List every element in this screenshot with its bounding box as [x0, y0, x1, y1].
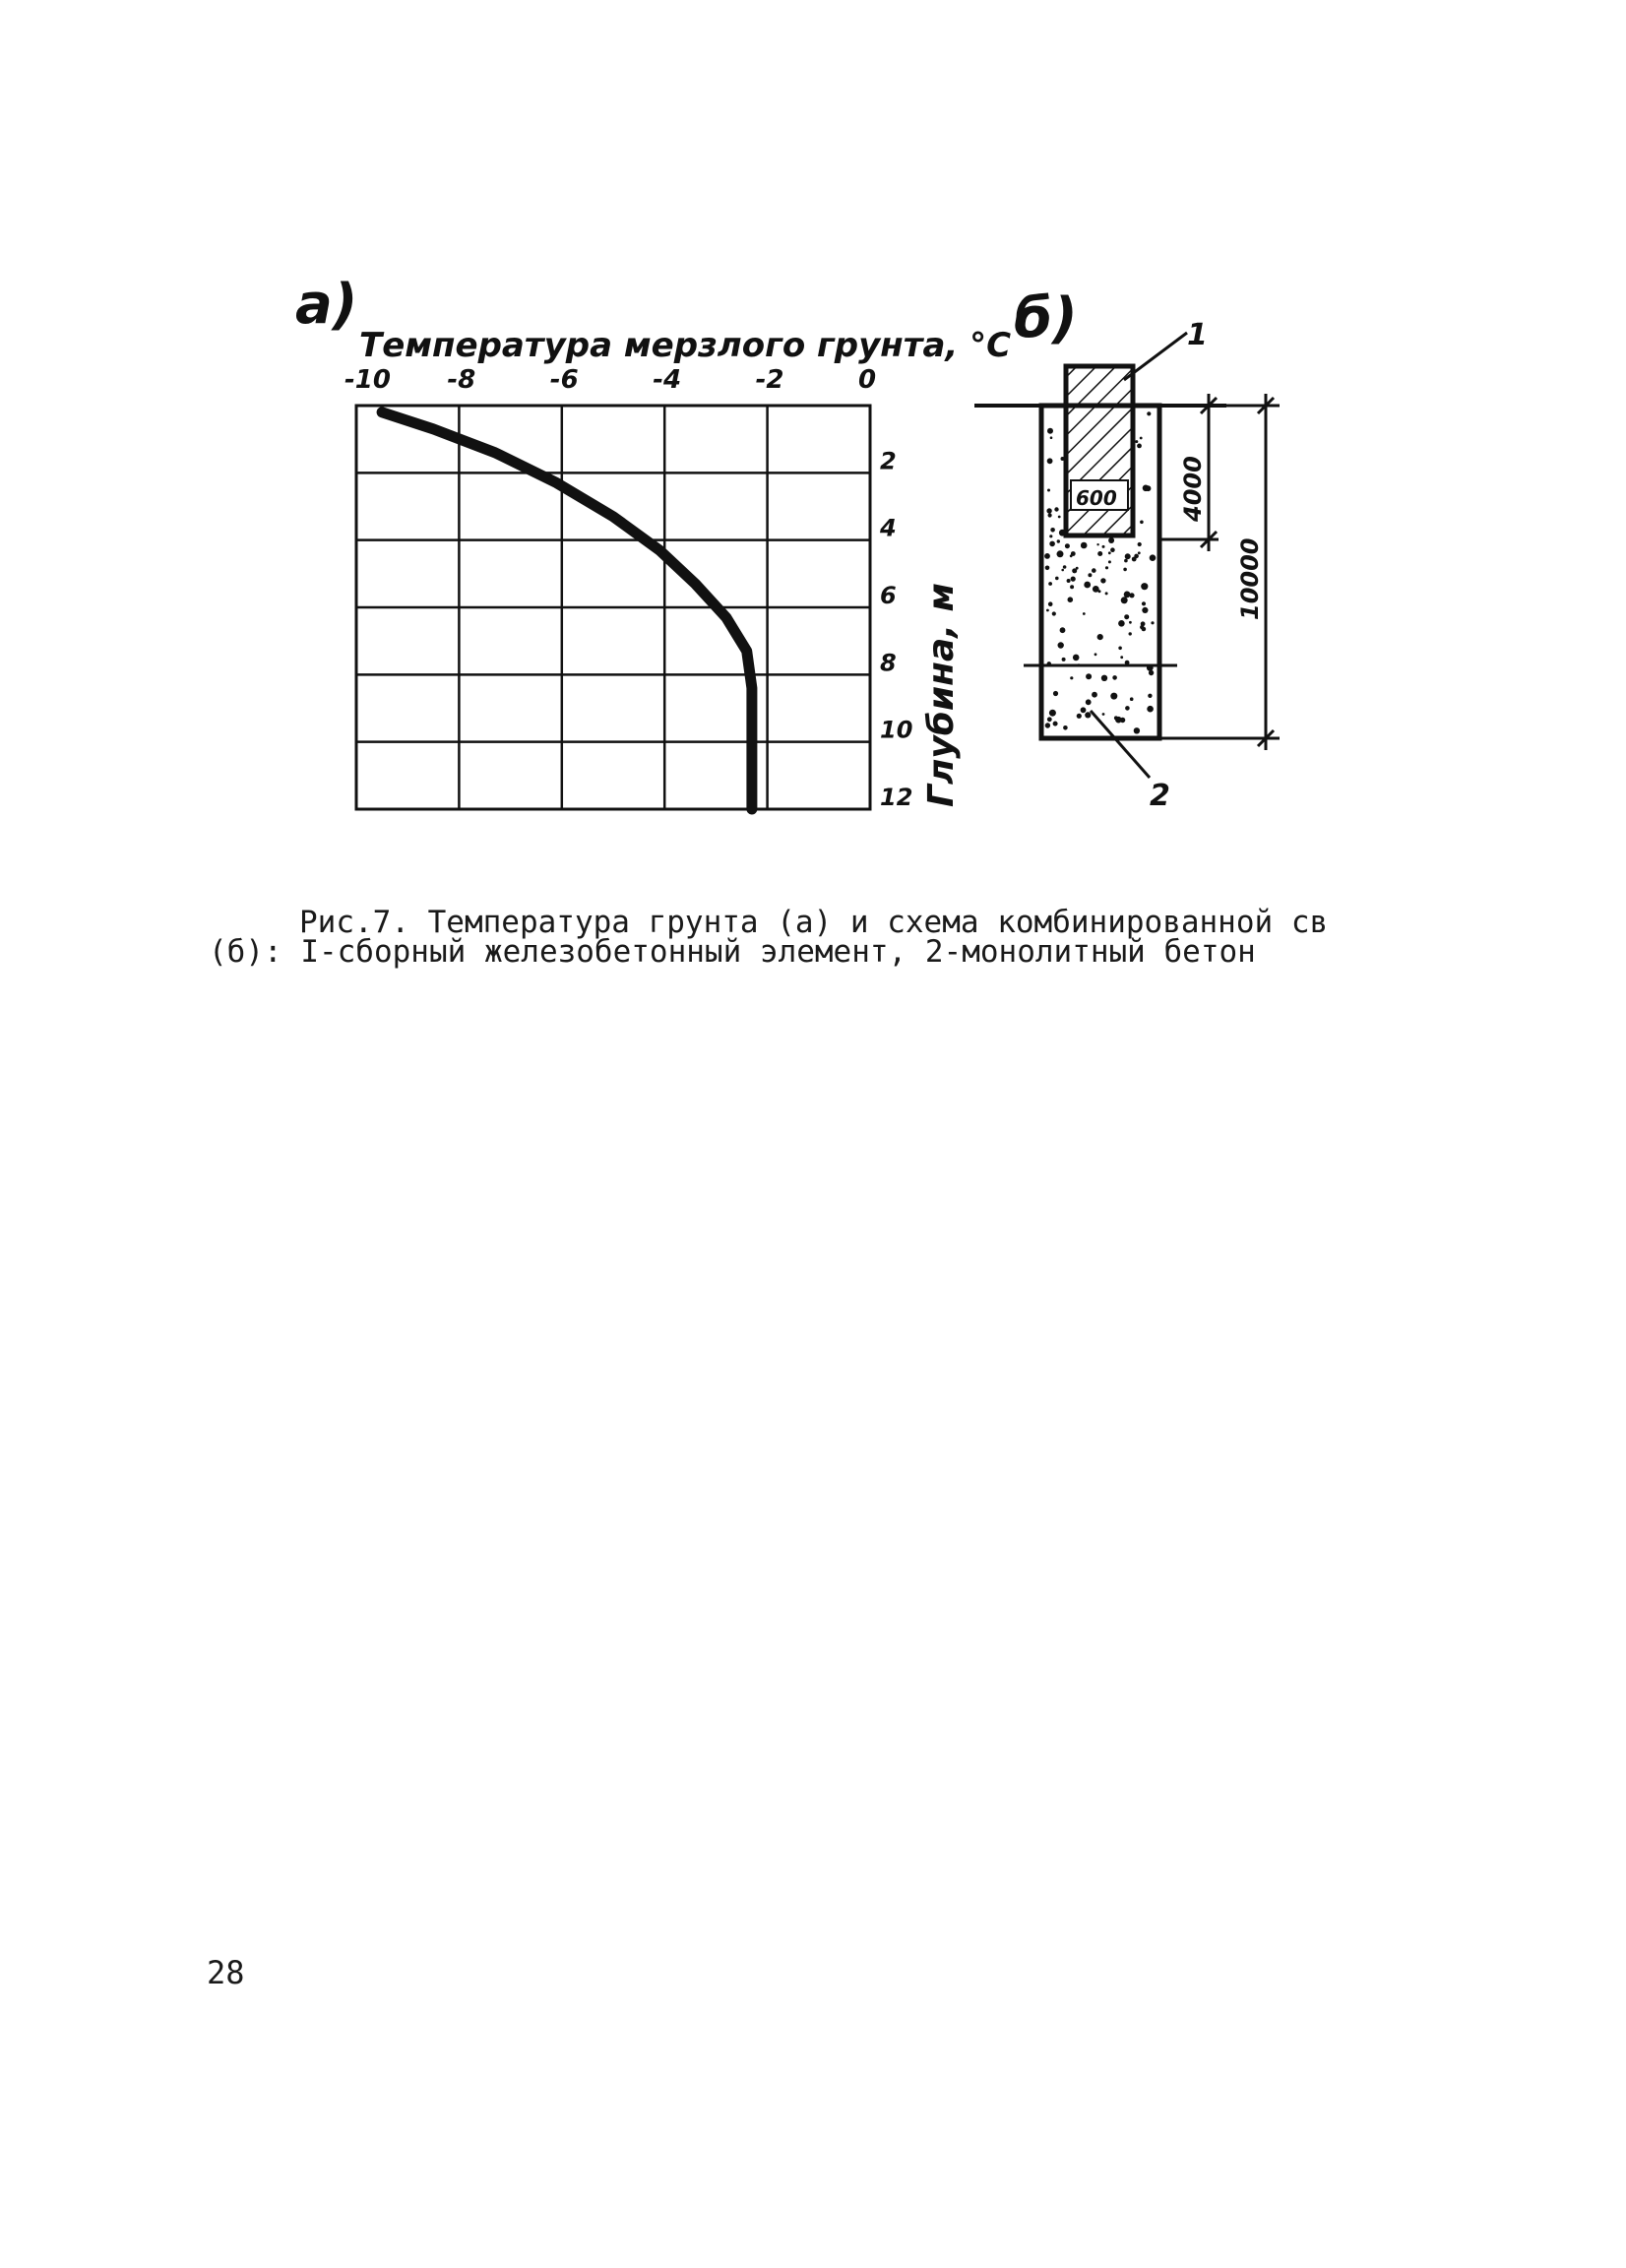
concrete-speck [1092, 692, 1097, 698]
dimension-total: 10000 [1236, 537, 1264, 620]
concrete-speck [1070, 676, 1073, 679]
concrete-speck [1083, 612, 1086, 615]
concrete-speck [1150, 554, 1157, 561]
concrete-speck [1151, 621, 1154, 624]
concrete-speck [1067, 579, 1071, 583]
y-tick-label: 8 [880, 649, 897, 677]
concrete-speck [1057, 539, 1060, 542]
concrete-speck [1141, 583, 1148, 590]
concrete-speck [1130, 697, 1134, 701]
concrete-speck [1063, 565, 1067, 569]
concrete-speck [1123, 568, 1127, 572]
concrete-speck [1049, 535, 1052, 537]
concrete-speck [1142, 601, 1146, 605]
concrete-speck [1050, 436, 1053, 439]
concrete-speck [1068, 597, 1074, 602]
concrete-speck [1060, 627, 1066, 633]
concrete-speck [1101, 675, 1107, 681]
concrete-speck [1085, 712, 1091, 718]
concrete-speck [1124, 614, 1129, 619]
concrete-speck [1129, 593, 1134, 598]
concrete-speck [1129, 632, 1132, 635]
concrete-speck [1102, 545, 1105, 548]
concrete-speck [1086, 699, 1092, 705]
y-axis-label: Глубина, м [921, 583, 962, 807]
concrete-speck [1047, 428, 1053, 434]
x-tick-labels [344, 365, 876, 395]
concrete-speck [1057, 550, 1064, 557]
concrete-speck [1110, 547, 1115, 552]
concrete-speck [1108, 551, 1111, 554]
concrete-speck [1046, 508, 1051, 513]
concrete-speck [1118, 647, 1122, 651]
concrete-speck [1071, 577, 1076, 582]
concrete-speck [1129, 621, 1132, 624]
concrete-speck [1086, 673, 1092, 679]
x-tick-label: -8 [447, 365, 476, 395]
concrete-speck [1138, 542, 1142, 546]
concrete-speck [1050, 528, 1055, 533]
concrete-speck [1112, 675, 1117, 680]
x-tick-label: -4 [653, 365, 682, 395]
concrete-speck [1052, 611, 1056, 615]
concrete-speck [1125, 553, 1131, 559]
concrete-speck [1121, 597, 1128, 603]
y-tick-label: 2 [880, 447, 897, 475]
concrete-speck [1092, 568, 1096, 573]
concrete-speck [1049, 710, 1056, 717]
concrete-speck [1097, 551, 1102, 556]
concrete-speck [1110, 693, 1117, 700]
callout-1: 1 [1187, 318, 1208, 352]
concrete-speck [1058, 642, 1064, 648]
concrete-speck [1081, 707, 1087, 713]
y-tick-labels [879, 447, 912, 811]
concrete-speck [1147, 411, 1151, 415]
concrete-speck [1146, 485, 1152, 491]
concrete-speck [1120, 656, 1123, 659]
concrete-speck [1135, 440, 1138, 443]
callout-1-leader [1124, 333, 1187, 380]
concrete-speck [1105, 592, 1108, 595]
y-tick-label: 12 [880, 784, 913, 811]
concrete-speck [1084, 582, 1091, 589]
concrete-speck [1048, 582, 1052, 586]
y-tick-label: 6 [880, 582, 897, 609]
concrete-speck [1108, 560, 1111, 563]
concrete-speck [1100, 578, 1105, 583]
temperature-chart [344, 365, 962, 811]
concrete-speck [1048, 601, 1053, 606]
pile-schematic [974, 318, 1280, 813]
concrete-speck [1062, 658, 1066, 662]
concrete-speck [1096, 543, 1098, 545]
concrete-speck [1077, 714, 1082, 719]
figure-caption-line-2: (б): I-сборный железобетонный элемент, 2-монолитный бетон [209, 934, 1256, 970]
concrete-speck [1105, 566, 1108, 569]
concrete-speck [1047, 489, 1050, 492]
concrete-speck [1115, 717, 1122, 724]
x-tick-label: -6 [549, 365, 579, 395]
concrete-speck [1045, 723, 1050, 727]
concrete-speck [1134, 727, 1140, 733]
concrete-speck [1097, 634, 1103, 640]
panel-b-label: б) [1014, 286, 1078, 350]
x-tick-label: -10 [344, 365, 391, 395]
concrete-speck [1124, 592, 1131, 598]
y-tick-label: 4 [880, 514, 897, 542]
concrete-speck [1045, 566, 1050, 571]
chart-grid [356, 406, 870, 809]
concrete-speck [1070, 585, 1074, 589]
figure-caption-line-1: Рис.7. Температура грунта (а) и схема комбинированной св [299, 905, 1329, 940]
concrete-speck [1088, 573, 1092, 577]
page-number: 28 [207, 1954, 245, 1991]
concrete-speck [1140, 625, 1144, 629]
concrete-speck [1094, 653, 1097, 656]
concrete-speck [1093, 586, 1099, 593]
concrete-speck [1049, 541, 1055, 547]
chart-title: Температура мерзлого грунта, °C [359, 326, 1012, 365]
x-tick-label: -2 [755, 365, 784, 395]
concrete-speck [1061, 569, 1064, 572]
concrete-speck [1132, 557, 1137, 562]
concrete-speck [1102, 713, 1105, 716]
concrete-speck [1047, 717, 1052, 722]
concrete-speck [1108, 537, 1114, 543]
concrete-speck [1118, 620, 1125, 627]
dimension-upper: 4000 [1179, 456, 1207, 522]
concrete-speck [1137, 444, 1142, 449]
concrete-speck [1142, 607, 1148, 613]
concrete-speck [1065, 543, 1070, 548]
concrete-speck [1063, 725, 1068, 730]
concrete-speck [1054, 507, 1058, 511]
concrete-speck [1058, 516, 1061, 519]
concrete-speck [1053, 691, 1058, 696]
concrete-speck [1081, 542, 1088, 549]
concrete-speck [1138, 551, 1141, 554]
concrete-speck [1140, 437, 1143, 440]
concrete-speck [1124, 559, 1128, 563]
concrete-speck [1148, 694, 1152, 698]
concrete-speck [1072, 568, 1077, 573]
concrete-speck [1140, 521, 1144, 525]
concrete-speck [1073, 655, 1080, 662]
concrete-speck [1046, 609, 1049, 612]
concrete-speck [1047, 458, 1053, 464]
x-tick-label: 0 [858, 365, 877, 395]
panel-a-label: а) [295, 273, 358, 337]
concrete-speck [1055, 577, 1059, 581]
concrete-speck [1044, 553, 1050, 559]
concrete-speck [1147, 706, 1154, 713]
y-tick-label: 10 [880, 716, 913, 744]
concrete-speck [1070, 554, 1073, 557]
precast-width-label: 600 [1076, 486, 1117, 510]
callout-2: 2 [1150, 779, 1170, 813]
concrete-speck [1053, 722, 1058, 726]
concrete-speck [1048, 513, 1052, 517]
concrete-speck [1125, 706, 1130, 711]
